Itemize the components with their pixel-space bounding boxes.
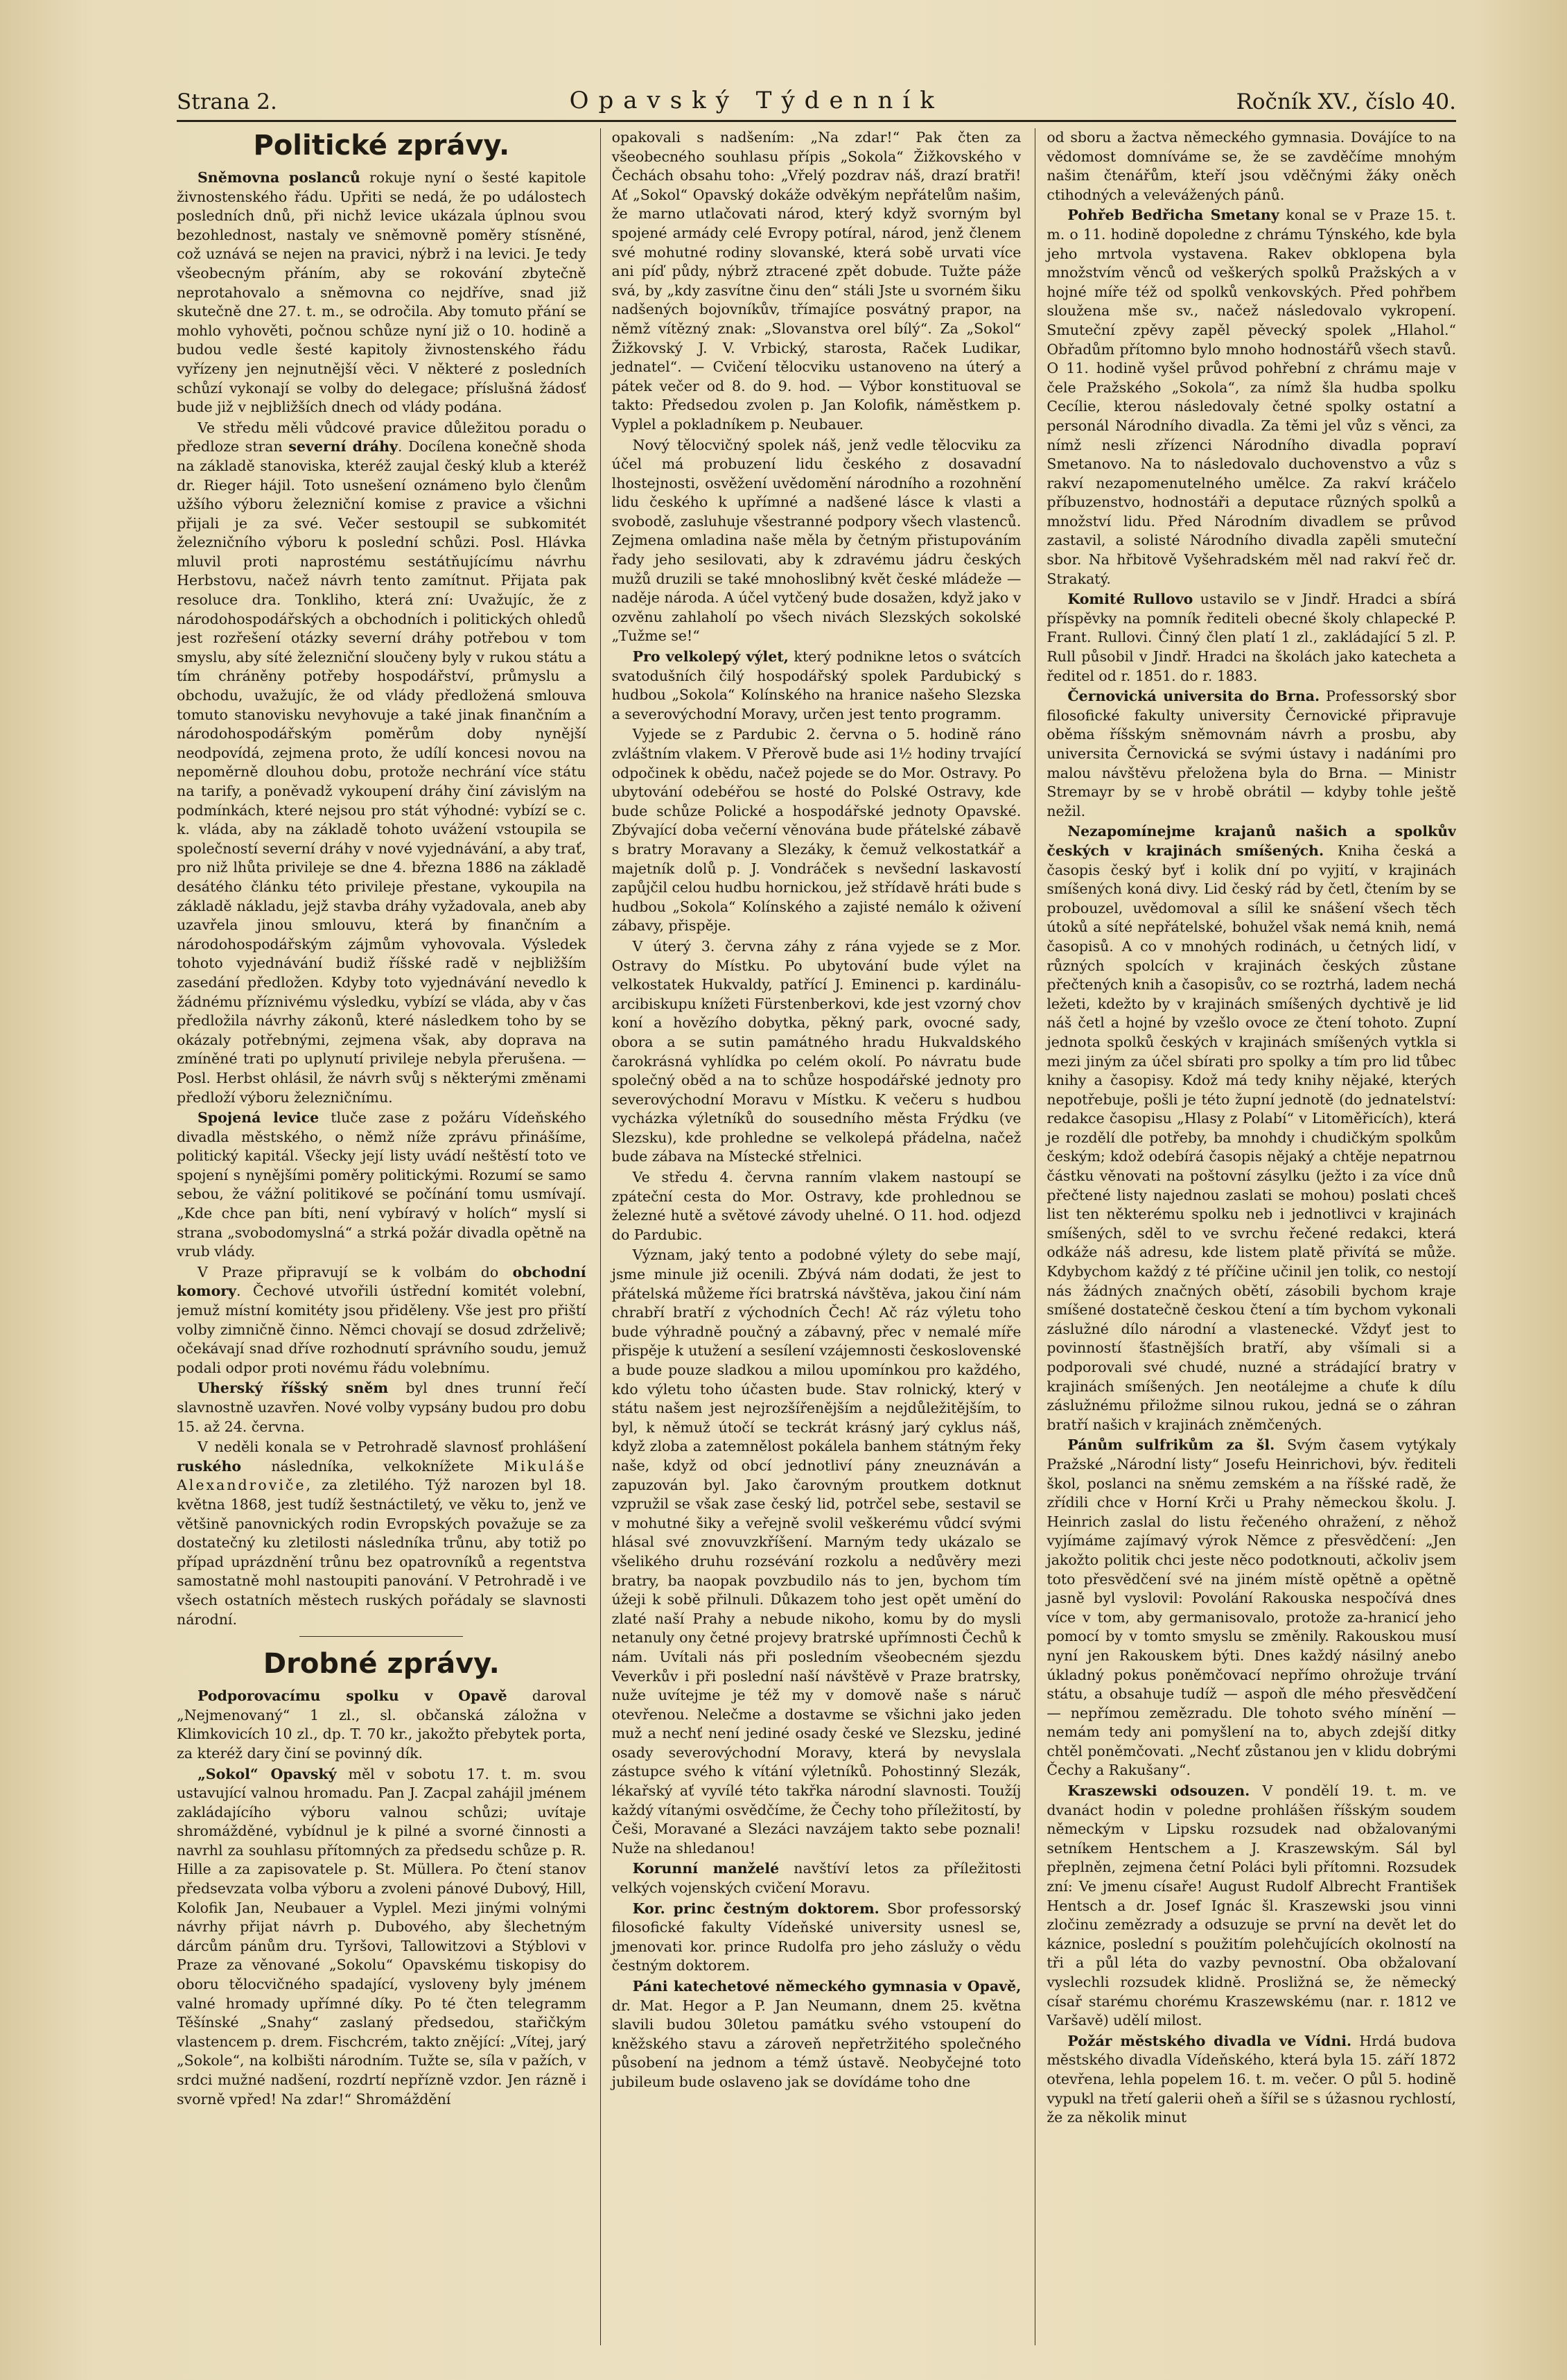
column-1 <box>177 128 586 2345</box>
article-korunni-manzele: Korunní manželé navštíví letos za příležitosti velkých vojenských cvičení Moravu. <box>611 1860 1022 1897</box>
page-header <box>177 73 1456 122</box>
section-divider <box>299 1636 463 1637</box>
article-columns <box>177 128 1456 2345</box>
article-vylet-program-2: V úterý 3. června záhy z rána vyjede se z Mor. Ostravy do Místku. Po ubytování bude výlet na velkostatek Hukvaldy, patřící J. Eminenci p. kardinálu-arcibiskupu knížeti Fürstenberkovi, kde jest vzorný chov koní a hovězího dobytka, pěkný park, ovocné sady, obora a se sutin památného hradu Hukvaldského čarokrásná vyhlídka po celém okolí. Po návratu bude společný oběd a na to schůze hospodářské jednoty pro severovýchodní Moravu v Místku. K večeru s hudbou vycházka výletníků do sousedního města Frýdku (ve Slezsku), kde prohledne se velkolepá přádelna, načež bude zábava na Místecké střelnici. <box>611 937 1022 1165</box>
article-katechete-continued: od sboru a žactva německého gymnasia. Dovájíce to na vědomost domníváme se, že se zavděčíme mnohým našim čtenářům, kteří jsou vděčnými žáky oněch ctihodných a velevážených pánů. <box>1047 129 1457 203</box>
article-vylet-program-1: Vyjede se z Pardubic 2. června o 5. hodině ráno zvláštním vlakem. V Přerově bude asi 1½ hodiny trvající odpočinek k obědu, načež pojede se do Mor. Ostravy. Po ubytování odebéřou se hosté do Polské Ostravy, kde bude schůze Polické a hospodářské jednoty Opavské. Zbývající doba večerní věnována bude přátelské zábavě s bratry Moravany a Slezáky, k čemuž velkostatkář a majetník dolů p. J. Vondráček s nevšední laskavostí zapůjčil celou hudbu hornickou, jež střídavě hráti bude s hudbou „Sokola“ Kolínského a zajisté nemálo k oživení zábavy, přispěje. <box>611 726 1022 935</box>
article-velkolepy-vylet: Pro velkolepý výlet, který podnikne letos o svátcích svatodušních čilý hospodářský spolek Pardubický s hudbou „Sokola“ Kolínského na hranice našeho Slezska a severovýchodní Moravy, určen jest tento programm. <box>611 648 1022 722</box>
page-number: Strana 2. <box>177 89 277 114</box>
article-severni-draha: Ve středu měli vůdcové pravice důležitou poradu o předloze stran severní dráhy. Docílena konečně shoda na základě stanoviska, kteréž zaujal český klub a kteréž dr. Rieger hájil. Toto usnešení oznámeno bylo členům užšího výboru železniční komise z pravice a všichni přijali je za své. Večer sestoupil se subkomitét železničního výboru k poslední schůzi. Posl. Hlávka mluvil proti naprostému sestátňujícímu návrhu Herbstovu, načež návrh tento zamítnut. Přijata pak resoluce dra. Tonkliho, která zní: Uvažujíc, že z národohospodářských a obchodních i politických ohledů jest rozřešení otázky severní dráhy potřebou v tom smyslu, aby síté železniční sloučeny byly v rukou státu a tím chráněny potřeby hospodářství, průmyslu a obchodu, uvažujíc, že od vlády předložená smlouva tomuto stanovisku nevyhovuje a také jinak finančním a národohospodářským poměrům doby nynější neodpovídá, zejmena proto, že udílí koncesi novou na nepoměrně dlouhou dobu, protože nechrání více státu na tarify, a poněvadž vykoupení dráhy činí závislým na podmínkách, které nejsou pro stát výhodné: vybízí se c. k. vláda, aby na základě tohoto uvážení vstoupila se společností severní dráhy v nové vyjednávání, a aby trať, pro niž lhůta privileje se dne 4. března 1886 na základě desátého článku této privileje přestane, vykoupila na základě nákladu, jejž stavba dráhy vyžadovala, aneb aby uzavřela jinou smlouvu, která by finančním a národohospodářským zájmům vyhovovala. Výsledek tohoto vyjednávání budiž říšské radě v nejbližším zasedání předložen. Kdyby toto vyjednávání nevedlo k žádnému příznivému výsledku, vybízí se vláda, aby v čas předložila návrhy zákonů, které následkem toho by se okázaly potřebnými, zejmena však, aby doprava na zmíněné trati po uplynutí privileje nebyla přerušena. — Posl. Herbst ohlásil, že návrh svůj s některými změnami předloží výboru železničnímu. <box>177 419 586 1106</box>
article-uhersky-snem: Uherský říšský sněm byl dnes trunní řečí slavnostně uzavřen. Nové volby vypsány budou pro dobu 15. až 24. června. <box>177 1380 586 1435</box>
article-kraszewski: Kraszewski odsouzen. V pondělí 19. t. m. ve dvanáct hodin v poledne prohlášen říšským soudem německým v Lipsku rozsudek nad obžalovanými setníkem Hentschem a J. Kraszewským. Sál byl přeplněn, zejmena četní Poláci byli přítomni. Rozsudek zní: Ve jmenu císaře! August Rudolf Albrecht František Hentsch a dr. Josef Ignác šl. Kraszewski jsou vinni zločinu zemězrady a odsuzuje se první na devět let do káznice, poslední s použitím polehčujících okolností na tři a půl léta do vazby pevnostní. Oba obžalovaní vyslechli rozsudek klidně. Prosližná se, že německý císař starému chorému Kraszewskému (nar. r. 1812 ve Varšavě) udělí milost. <box>1047 1782 1457 2029</box>
article-rusky-naslednik: V neděli konala se v Petrohradě slavnosť prohlášení ruského následníka, velkoknížete Mikuláše Alexandroviče, za zletilého. Týž narozen byl 18. května 1868, jest tudíž šestnáctiletý, ve věku to, jenž ve většině panovnických rodin Evropských považuje se za dostatečný ku zletilosti následníka trůnu, aby totiž po případ uprázdnění trůnu bez opatrovníků a regentstva samostatně mohl nastoupiti panování. V Petrohradě i ve všech ostatních městech ruských pořádaly se slavnosti národní. <box>177 1439 586 1628</box>
section-title-drobne-zpravy: Drobné zprávy. <box>263 1648 500 1680</box>
article-komite-rullovo: Komité Rullovo ustavilo se v Jindř. Hradci a sbírá příspěvky na pomník řediteli obecné školy chlapecké P. Frant. Rullovi. Činný člen platí 1 zl., zakládající 5 zl. P. Rull působil v Jindř. Hradci na školách jako katecheta a ředitel od r. 1851. do r. 1883. <box>1047 591 1457 684</box>
article-sokol-continued: opakovali s nadšením: „Na zdar!“ Pak čten za všeobecného souhlasu přípis „Sokola“ Žižkovského v Čechách obsahu toho: „Vřelý pozdrav náš, drazí bratři! Ať „Sokol“ Opavský dokáže odvěkým nepřátelům našim, že marno utlačovati národ, který když svorným byl spojené armády celé Evropy potíral, národ, jenž členem své mohutné rodiny slovanské, která sobě urvati více ani píď půdy, nýbrž ztracené zpět dobude. Tužte páže svá, by „kdy zasvítne činu den“ stáli Jste u svorném šiku nadšených bojovníkův, třímajíce posvátný prapor, na němž vítězný znak: „Slovanstva orel bílý“. Za „Sokol“ Žižkovský J. V. Vrbický, starosta, Raček Ludikar, jednatel“. — Cvičení tělocviku ustanoveno na úterý a pátek večer od 8. do 9. hod. — Výbor konstituoval se takto: Předsedou zvolen p. Jan Kolofik, náměstkem p. Vyplel a pokladníkem p. Neubauer. <box>611 129 1022 433</box>
column-3 <box>1035 128 1456 2345</box>
article-podporovaci-spolek: Podporovacímu spolku v Opavě daroval „Nejmenovaný“ 1 zl., sl. občanská záložna v Klimkovicích 10 zl., dp. T. 70 kr., jakožto přebytek porta, za kteréž dary činí se povinný dík. <box>177 1687 586 1762</box>
article-obchodni-komora: V Praze připravují se k volbám do obchodní komory. Čechové utvořili ústřední komitét volební, jemuž místní komitéty jsou přiděleny. Vše jest pro přiští volby zimničně činno. Němci chovají se dosud zdrželivě; očekávají snad dříve rozhodnutí správního soudu, jemuž podali odpor proti novému řádu volebnímu. <box>177 1263 586 1376</box>
issue-number: Ročník XV., číslo 40. <box>1236 89 1456 114</box>
article-vyznam-vyletu: Význam, jaký tento a podobné výlety do sebe mají, jsme minule již ocenili. Zbývá nám dodati, že jest to přátelská můžeme říci bratrská návštěva, jakou činí nám chrabří bratří z východních Čech! Ač ráz výletu toho bude výhradně poučný a zábavný, přec v nemalé míře přispěje k utužení a sesílení vzájemnosti československé a bude pouze sladkou a milou upomínkou pro každého, kdo výletu toho účasten bude. Stav rolnický, který v státu našem jest nejrozšířenějším a nejdůležitějším, to byl, k němuž útočí se teckrát krásný jarý cyklus náš, když zloba a zatemnělost pokálela banhem státným řeky naše, když od obcí jednotliví pány zneuznáván a zapuzován byl. Jako čarovným proutkem dotknut vzpružil se však zase český lid, potrčel sebe, sestavil se v mohutné šiky a veřejně svolil veškerému vůdcí svými hlásal své znovuvzkříšení. Marným tedy ukázalo se všelikého druhu rozsévání rozkolu a nedůvěry mezi bratry, ba naopak povzbudilo nás to jen, bychom tím úžeji k sobě přilnuli. Důkazem toho jest opět umění do zlaté naší Prahy a nebude nikoho, komu by do mysli netanuly ony četné projevy bratrské upřímnosti Čechů k nám. Uvítali nás při posledním všeobecném sjezdu Veverkův i při poslední naší návštěvě v Praze bratrsky, nuže uvítejme je též my v domově naše s náruč otevřenou. Nelečme a dostavme se všichni jako jeden muž a nechť není jediné osady české ve Slezsku, jediné osady severovýchodní Moravy, která by nevyslala zástupce svého k vítání výletníků. Pohostinný Slezák, lékařský ať vyvílé této takřka národní slavnosti. Toužíj každý vítanými osvědčíme, že Čechy toho příležitostí, by Češi, Moravané a Slezáci navzájem takto sebe poznali! Nuže na shledanou! <box>611 1247 1022 1857</box>
article-pozar-divadla: Požár městského divadla ve Vídni. Hrdá budova městského divadla Vídeňského, která byla 15. září 1872 otevřena, lehla popelem 16. t. m. večer. O půl 5. hodině vypukl na třetí galerii oheň a šířil se s úžasnou rychlostí, že za několik minut <box>1047 2032 1457 2126</box>
article-vylet-program-3: Ve středu 4. června ranním vlakem nastoupí se zpáteční cesta do Mor. Ostravy, kde prohlednou se železné hutě a světové závody uhelné. O 11. hod. odjezd do Pardubic. <box>611 1169 1022 1243</box>
section-title-politicke-zpravy: Politické zprávy. <box>253 130 510 162</box>
article-sokol-opavsky: „Sokol“ Opavský měl v sobotu 17. t. m. svou ustavující valnou hromadu. Pan J. Zacpal zahájil jménem zakládajícího výboru valnou schůzi; uvítaje shromážděné, vybídnul je k pilné a svorné činnosti a navrhl za souhlasu přítomných za předsedu schůze p. R. Hille a za zapisovatele p. St. Müllera. Po čtení stanov předsevzata volba výboru a zvoleni pánové Dubový, Hill, Kolofik Jan, Neubauer a Vyplel. Mezi jinými volnými návrhy přijat návrh p. Dubového, aby šlechetným dárcům pánům dru. Tyršovi, Tallowitzovi a Stýblovi v Praze za věnované „Sokolu“ Opavskému tiskopisy do oboru tělocvičného spadající, vysloveny byly jménem valné hromady upřímné díky. Po té čten telegramm Těšínské „Snahy“ zaslaný předsedou, stařičkým vlastencem p. drem. Fischcrém, takto znějící: „Vítej, jarý „Sokole“, na kolbišti národním. Tužte se, síla v pažích, v srdci mužné nadšení, rozdrtí nepřízně vzdor. Jen rázně i svorně vpřed! Na zdar!“ Shromáždění <box>177 1765 586 2108</box>
article-snemovna: Sněmovna poslanců rokuje nyní o šesté kapitole živnostenského řádu. Upřiti se nedá, že po událostech posledních dnů, při nichž levice ukázala úplnou svou bezohlednost, nastaly ve sněmovně poměry stísněné, což uznává se nejen na pravici, nýbrž i na levici. Je tedy všeobecným přáním, aby se rokování zbytečně neprotahovalo a sněmovna co nejdříve, snad již skutečně dne 27. t. m., se odročila. Aby tomuto přání se mohlo vyhověti, počnou schůze nyní již o 10. hodině a budou vedle šesté kapitoly živnostenského řádu vyřízeny jen nejnutnější věci. V některé z posledních schůzí vykonají se volby do delegace; příslušná žádosť bude již v nejbližších dnech od vlády podána. <box>177 169 586 416</box>
article-pohreb-smetany: Pohřeb Bedřicha Smetany konal se v Praze 15. t. m. o 11. hodině dopoledne z chrámu Týnského, kde byla jeho mrtvola vystavena. Rakev obklopena byla množstvím věnců od veškerých spolků Pražských a v hojné míře též od spolků venkovských. Před pohřbem sloužena mše sv., načež následovalo vykropení. Smuteční zpěvy zapěl pěvecký spolek „Hlahol.“ Obřadům přítomno bylo mnoho hodnostářů všech stavů. O 11. hodině vyšel průvod pohřební z chrámu maje v čele Pražského „Sokola“, za nímž šla hudba spolku Cecílie, kterou následovaly četné spolky ostatní a personál Národního divadla. Za těmi jel vůz s věnci, za nímž nesli zřízenci Národního divadla popraví Smetanovo. Na to následovalo duchovenstvo a vůz s rakví nezapomenutelného umělce. Za rakví kráčelo příbuzenstvo, hodnostáři a deputace různých spolků a množství lidu. Před Národním divadlem se průvod zastavil, a solisté Národního divadla zapěli smuteční sbor. Na hřbitově Vyšehradském měl nad rakví řeč dr. Strakatý. <box>1047 207 1457 587</box>
newspaper-title: Opavský Týdenník <box>569 87 944 114</box>
article-katechete: Páni katechetové německého gymnasia v Opavě, dr. Mat. Hegor a P. Jan Neumann, dnem 25. května slavili budou 30letou památku svého vstoupení do kněžského stavu a zároveň nepřetržitého společného působení na jednom a témž ústavě. Neobyčejné toto jubileum bude oslaveno jak se dovídáme toho dne <box>611 1978 1022 2090</box>
article-cernovicka-universita: Černovická universita do Brna. Professorský sbor filosofické fakulty university Černovické připravuje oběma říšským sněmovnám návrh a prosbu, aby universita Černovická se svými ústavy i nadáními pro malou návštěvu přeložena byla do Brna. — Ministr Stremayr by se v hrobě obrátil — kdyby tohle ještě nežil. <box>1047 688 1457 819</box>
article-nezapominejme: Nezapomínejme krajanů našich a spolkův českých v krajinách smíšených. Kniha česká a časopis český byť i kolik dní po vyjití, v krajinách smíšených koná divy. Lid český rád by četl, čtením by se probouzel, uvědomoval a sílil ke snášení všech těch útoků a síté nepřátelské, bohužel však nemá knih, nemá časopisů. A co v mnohých rodinách, u četných lidí, v různých spolcích v krajinách českých zůstane přečtených knih a časopisův, co se roztrhá, ladem nechá ležeti, kdežto by v krajinách smíšených dychtivě je lid náš četl a hojné by vzešlo ovoce ze čtení tohoto. Zupní jednota spolků českých v krajinách smíšených vytkla si mezi jiným za účel sbírati pro spolky a tím pro lid tůbec knihy a časopisy. Kdož má tedy knihy nějaké, kterých nepotřebuje, pošli je této župní jednotě (do jednatelství: redakce časopisu „Hlasy z Polabí“ v Litoměřicích), která je rozdělí dle potřeby, ba mnohdy i chudičkým spolkům českým; kdož odebírá časopis nějaký a chtěje nepatrnou částku věnovati na poštovní zásylku (ježto i za více dnů přečtené listy najednou zaslati se mohou) poslati chceš list ten některému spolku neb i jednotlivci v krajinách smíšených, sděl to ve svrchu řečené redakci, která odkáže náš adresu, kde listem platě přivítá se může. Kdybychom každý z té příčine učinil jen tolik, co nestojí nás žádných značných obětí, zásobili bychom kraje smíšené dostatečně českou čtení a tím bychom vykonali záslužné dílo národní a vlastenecké. Vždyť jest to povinností šťastnějších bratří, aby všímali si a podporovali své chudé, nuzné a strádající bratry v krajinách smíšených. Jen neotálejme a chuťe k dílu záslužnému přiložme silnou rukou, jedná se o záhran bratří našich v krajinách zněmčených. <box>1047 823 1457 1433</box>
column-2 <box>600 128 1022 2345</box>
article-telocvicny-spolek: Nový tělocvičný spolek náš, jenž vedle tělocviku za účel má probuzení lidu českého z dosavadní lhostejnosti, osvěžení uvědomění národního a rozohnění lidu českého k upřímné a nadšené lásce k vlasti a svobodě, zasluhuje všestranné podpory všech vlastenců. Zejmena omladina naše měla by četným přistupováním řady jeho sesilovati, aby k zdravému jádru českých mužů druzili se také mnohoslibný květ české mládeže — naděje národa. A účel vytčený bude dosažen, když jako v ozvěnu zahlaholí po všech nivách Slezských sokolské „Tužme se!“ <box>611 436 1022 645</box>
article-spojena-levice: Spojená levice tluče zase z požáru Vídeňského divadla městského, o němž níže zprávu přinášíme, politický kapitál. Všecky její listy uvádí neštěstí toto ve spojení s nynějšími poměry politickými. Rozumí se samo sebou, že vážní politikové se počínání tomu usmívají. „Kde chce pan bíti, není vybíravý v holích“ myslí si strana „svobodomyslná“ a strká požár divadla opětně na vrub vlády. <box>177 1109 586 1260</box>
article-panum-sulfrikum: Pánům sulfrikům za šl. Svým časem vytýkaly Pražské „Národní listy“ Josefu Heinrichovi, býv. řediteli škol, poslanci na sněmu zemském a na říšské radě, že zřídili chce v Horní Krči u Prahy německou školu. J. Heinrich zaslal do listu řečeného ohražení, z něhož vyjímáme zajímavý výrok Němce z přesvědčení: „Jen jakožto politik chci jeste něco podotknouti, ačkoliv jsem toto přesvědčení své na jiném místě opětně a opětně jasně byl vyslovil: Povolání Rakouska nespočívá dnes více v tom, aby germanisovalo, protože za-hranicí jeho pomocí by v tomto smyslu se změnily. Rakouskou musí nyní jen Rakouskem býti. Dnes každý násilný anebo úkladný pokus poněmčovací nepřímo ohrožuje trvání státu, a obsahuje tudíž — aspoň dle mého přesvědčení — nepřímou zemězradu. Dle tohoto svého mínění — nemám tedy ani pomyšlení na to, abych zdejší ditky chtěl poněmčovati. „Nechť zůstanou jen v klidu dobrými Čechy a Rakušany“. <box>1047 1436 1457 1779</box>
article-cestny-doktor: Kor. princ čestným doktorem. Sbor professorský filosofické fakulty Vídeňské university usnesl se, jmenovati kor. prince Rudolfa pro jeho záslužy o vědu čestným doktorem. <box>611 1900 1022 1974</box>
